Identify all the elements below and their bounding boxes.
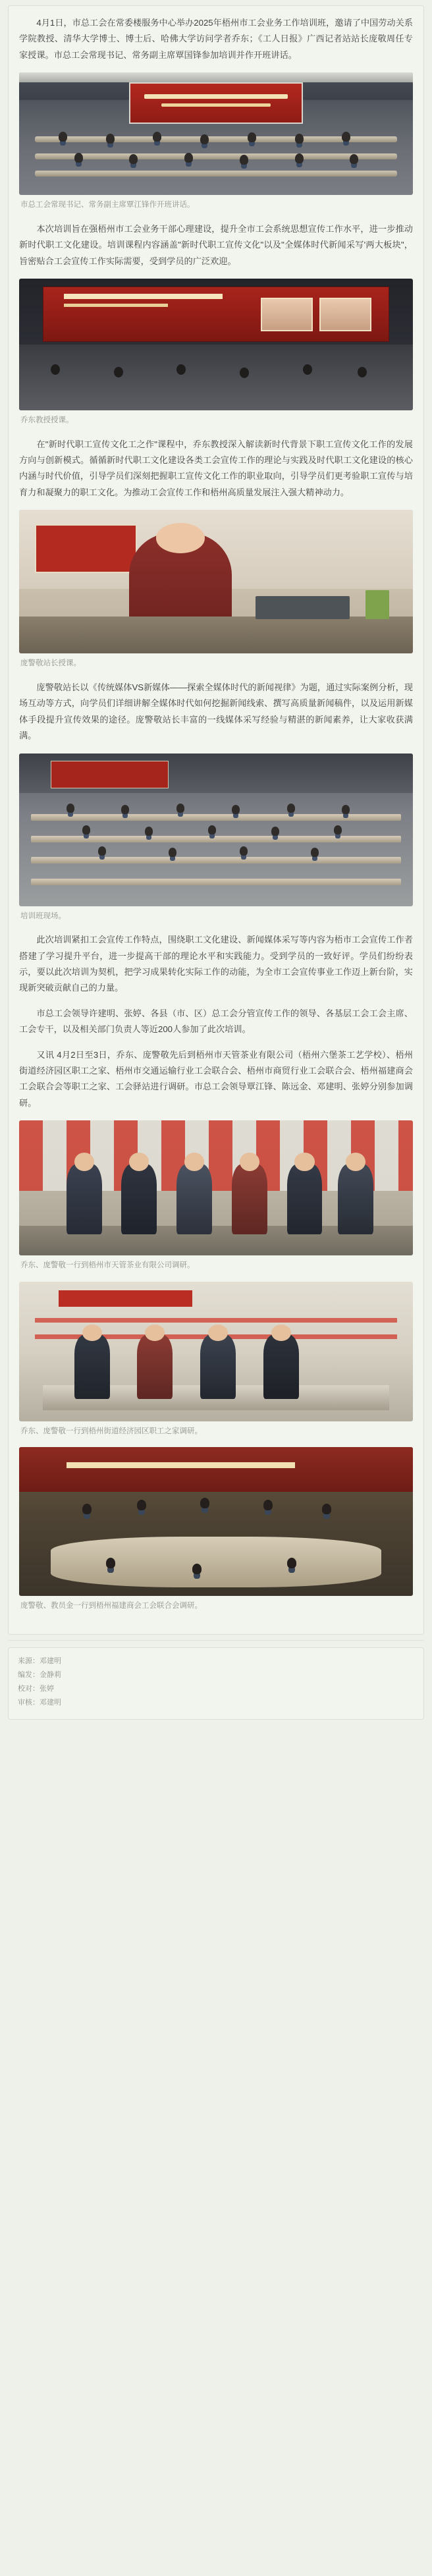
figure-opening-ceremony: [19, 72, 413, 195]
meta-proof-value: 张婷: [40, 1684, 54, 1693]
meta-audit-label: 审核：: [18, 1698, 40, 1707]
caption-7: 庞警敬、教员金一行到梧州福建商会工会联合会调研。: [20, 1602, 202, 1610]
meta-source: [18, 1655, 414, 1668]
meta-source-label: 来源：: [18, 1657, 40, 1665]
caption-5: 乔东、庞警敬一行到梧州市天管茶业有限公司调研。: [20, 1261, 195, 1270]
ceiling: [19, 72, 413, 82]
front-screen: [51, 761, 169, 788]
desk-row-2: [31, 836, 401, 842]
paragraph-3: 在"新时代职工宣传文化工之作"课程中，乔东教授深入解读新时代背景下职工宣传文化工作的发展方向与创新模式。循循新时代职工文化建设各类工会宣传工作的理论与实践及时代职工文化建设的核心内涵与时代价值，引导学员们深刻把握职工宣传文化工作的职业取向，引导学员们更考验职工宣传与培育力和凝聚力的职工文化。为推动工会宣传工作和梧州高质量发展注入强大精神动力。: [19, 439, 413, 497]
photo-visit-service-hall: [19, 1282, 413, 1421]
photo-lecture-stage: [19, 279, 413, 410]
footer-meta: [8, 1647, 424, 1720]
audience-group: [19, 126, 413, 195]
meta-audit: [18, 1696, 414, 1710]
visitor-3: [176, 1164, 212, 1234]
image-frame: [19, 1120, 413, 1255]
paragraph-6: 市总工会领导许建明、张婷、各县（市、区）总工会分管宣传工作的领导、各基层工会工会主席、工会专干，以及相关部门负责人等近200人参加了此次培训。: [19, 1008, 413, 1035]
paragraph-7: 又讯 4月2日至3日，乔东、庞警敬先后到梧州市天管茶业有限公司（梧州六堡茶工艺学校）、梧州街道经济园区职工之家、梧州市交通运输行业工会联合会、梧州市商贸行业工会联合会、梧州福建商会工会联合会等职工之家、工会驿站进行调研。市总工会领导覃江锋、陈远金、邓建明、张婷分别参加调研。: [19, 1049, 413, 1108]
image-frame: [19, 510, 413, 653]
caption-1: 市总工会常现书记、常务副主席覃江锋作开班讲话。: [20, 201, 195, 209]
meeting-backdrop: [19, 1447, 413, 1492]
desk-row-3: [31, 857, 401, 863]
meta-editor-value: 金静莉: [40, 1670, 61, 1679]
round-table: [51, 1537, 381, 1587]
backdrop-text: [67, 1462, 295, 1468]
image-frame: [19, 279, 413, 410]
meta-audit-value: 邓建明: [40, 1698, 61, 1707]
paragraph-5: 此次培训紧扣工会宣传工作特点，围绕职工文化建设、新闻媒体采写等内容为梧市工会宣传工作者搭建了学习提升平台，进一步提高干部的理论水平和实践能力。受到学员的一致好评。学员们纷纷表示，要以此次培训为契机，把学习成果转化实际工作的动能，为全市工会宣传事业工作迈上新台阶，实现新突破贡献自己的力量。: [19, 935, 413, 993]
screen-subtitle: [64, 304, 167, 307]
figure-visit-service-hall: [19, 1282, 413, 1421]
photo-roundtable-meeting: [19, 1447, 413, 1596]
image-frame: [19, 72, 413, 195]
visitor-6: [338, 1164, 373, 1234]
top-spacer: [0, 0, 432, 5]
desk-row-4: [31, 879, 401, 885]
visitor-5: [287, 1164, 323, 1234]
projection-screen: [43, 287, 389, 342]
article-body: [8, 5, 424, 1635]
paragraph-2: 本次培训旨在强梧州市工会业务干部心理建设，提升全市工会系统思想宣传工作水平，进一步推动新时代职工文化建设。培训课程内容涵盖"新时代职工宣传文化"以及"全媒体时代新闻采写'两大板块"，旨密贴合工会宣传工作实际需要，受到学员的广泛欢迎。: [19, 223, 413, 266]
image-frame: [19, 1282, 413, 1421]
visitor-1: [67, 1164, 102, 1234]
hall-sign: [59, 1290, 192, 1307]
caption-6: 乔东、庞警敬一行到梧州街道经济园区职工之家调研。: [20, 1427, 202, 1435]
photo-opening-ceremony: [19, 72, 413, 195]
meta-source-value: 邓建明: [40, 1657, 61, 1665]
photo-visit-tea-company: [19, 1120, 413, 1255]
figure-training-room: [19, 754, 413, 906]
meta-editor: [18, 1668, 414, 1682]
figure-speaker: [19, 510, 413, 653]
meta-proof-label: 校对：: [18, 1684, 40, 1693]
caption-2: 乔东教授授课。: [20, 416, 74, 425]
audience-area: [19, 344, 413, 410]
screen-title-line: [144, 94, 288, 99]
laptop: [256, 596, 350, 619]
screen-sub-line: [161, 103, 271, 107]
photo-speaker: [19, 510, 413, 653]
divider: [8, 1640, 424, 1641]
desk: [19, 617, 413, 654]
image-frame: [19, 754, 413, 906]
image-frame: [19, 1447, 413, 1596]
paragraph-1: 4月1日，市总工会在常委楼服务中心举办2025年梧州市工会业务工作培训班，邀请了中国劳动关系学院教授、清华大学博士、博士后、哈佛大学访问学者乔东；《工人日报》广西记者站站长庞敬周任专家授课。市总工会常现书记、常务副主席覃国锋参加培训并作开班讲话。: [19, 18, 413, 60]
caption-4: 培训班现场。: [20, 912, 66, 920]
figure-roundtable-meeting: [19, 1447, 413, 1596]
desk-row-1: [31, 814, 401, 821]
figure-visit-tea-company: [19, 1120, 413, 1255]
visitor-2: [121, 1164, 157, 1234]
water-bottle: [365, 590, 389, 619]
meta-editor-label: 编发：: [18, 1670, 40, 1679]
photo-training-room: [19, 754, 413, 906]
wall-banner: [35, 524, 137, 573]
caption-3: 庞警敬站长授课。: [20, 659, 81, 668]
speaker-face: [156, 523, 205, 553]
speaker-portrait-2: [319, 298, 371, 331]
shelf-1: [35, 1318, 397, 1323]
paragraph-4: 庞警敬站长以《传统媒体VS新媒体——探索全媒体时代的新闻视律》为题，通过实际案例分析，现场互动等方式，向学员们详细讲解全媒体时代如何挖掘新闻线索、撰写高质量新闻稿件，以及运用新媒体手段提升宣传效果的途径。庞警敬站长丰富的一线媒体采写经验与精湛的新闻素养，让大家收获满满。: [19, 682, 413, 741]
speaker-portrait-1: [261, 298, 313, 331]
figure-lecture-stage: [19, 279, 413, 410]
visitor-4: [232, 1164, 267, 1234]
screen-title: [64, 294, 223, 299]
meta-proof: [18, 1682, 414, 1696]
stage-screen: [129, 82, 302, 124]
